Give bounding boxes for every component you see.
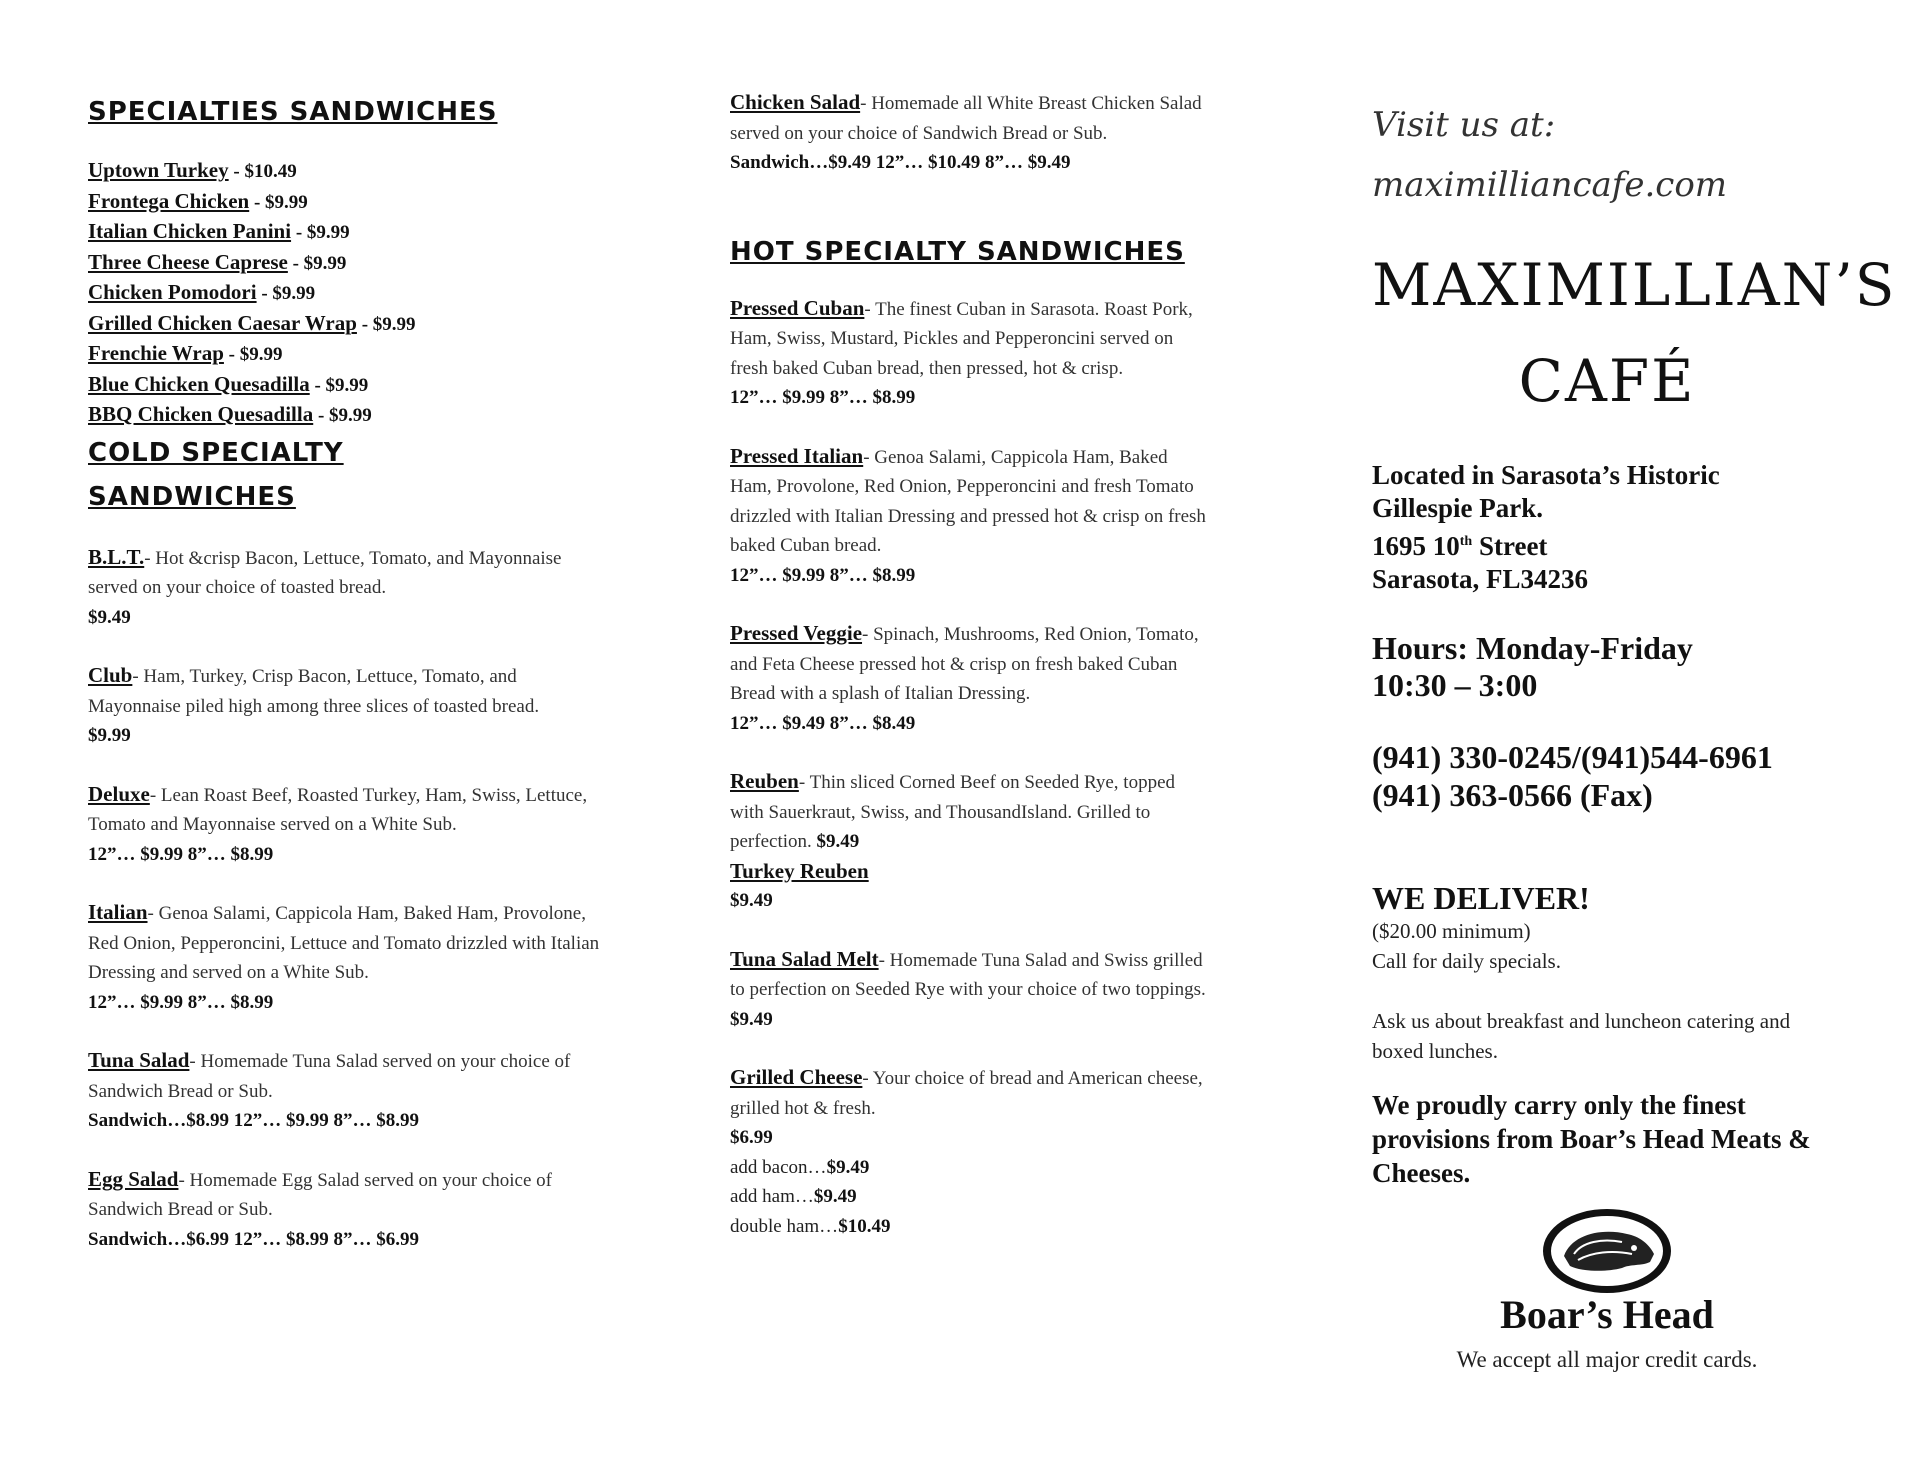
menu-item-deluxe: Deluxe- Lean Roast Beef, Roasted Turkey, Ham, Swiss, Lettuce, Tomato and Mayonnaise served on a White Sub. 12”… $9.99 8”… $8.99 <box>88 781 588 865</box>
menu-item-reuben: Reuben- Thin sliced Corned Beef on Seeded Rye, topped with Sauerkraut, Swiss, and ThousandIsland. Grilled to perfection. $9.49 Turkey Reuben $9.49 <box>730 767 1210 916</box>
list-item: Uptown Turkey - $10.49 <box>88 158 297 182</box>
street-address: 1695 10th Street <box>1372 531 1548 561</box>
list-item: Grilled Chicken Caesar Wrap - $9.99 <box>88 310 416 335</box>
boars-head-logo <box>1372 1206 1842 1341</box>
info-column <box>1372 95 1897 1373</box>
menu-item-tuna-salad: Tuna Salad- Homemade Tuna Salad served on your choice of Sandwich Bread or Sub. Sandwich…$8.99 12”… $9.99 8”… $8.99 <box>88 1048 571 1131</box>
menu-item-chicken-salad: Chicken Salad- Homemade all White Breast Chicken Salad served on your choice of Sandwich Bread or Sub. Sandwich…$9.49 12”… $10.49 8”… $9.49 <box>730 90 1202 173</box>
specialties-heading: SPECIALTIES SANDWICHES <box>88 97 498 127</box>
catering-note: Ask us about breakfast and luncheon catering and boxed lunches. <box>1372 1009 1791 1063</box>
addon-ham: add ham…$9.49 <box>730 1186 857 1207</box>
menu-item-grilled-cheese: Grilled Cheese- Your choice of bread and American cheese, grilled hot & fresh. $6.99 add bacon…$9.49 add ham…$9.49 double ham…$10.49 <box>730 1063 1210 1241</box>
addon-double-ham: double ham…$10.49 <box>730 1215 891 1237</box>
brand-title: MAXIMILLIAN’S CAFÉ <box>1372 251 1897 415</box>
menu-item-pressed-cuban: Pressed Cuban- The finest Cuban in Sarasota. Roast Pork, Ham, Swiss, Mustard, Pickles and Pepperoncini served on fresh baked Cuban bread, then pressed, hot & crisp. 12”… $9.99 8”… $8.99 <box>730 295 1193 408</box>
phone-block <box>1372 738 1842 814</box>
specialties-list <box>88 156 608 431</box>
menu-column-2 <box>730 88 1210 1270</box>
turkey-reuben-name: Turkey Reuben <box>730 858 869 883</box>
addon-bacon: add bacon…$9.49 <box>730 1156 870 1178</box>
list-item: Frontega Chicken - $9.99 <box>88 188 308 213</box>
menu-item-italian: Italian- Genoa Salami, Cappicola Ham, Baked Ham, Provolone, Red Onion, Pepperoncini, Lettuce and Tomato drizzled with Italian Dressing and served on a White Sub. 12”… $9.99 8”… $8.99 <box>88 900 600 1013</box>
list-item: Three Cheese Caprese - $9.99 <box>88 249 347 274</box>
list-item: BBQ Chicken Quesadilla - $9.99 <box>88 402 372 426</box>
list-item: Italian Chicken Panini - $9.99 <box>88 219 350 243</box>
menu-item-egg-salad: Egg Salad- Homemade Egg Salad served on your choice of Sandwich Bread or Sub. Sandwich…$6.99 12”… $8.99 8”… $6.99 <box>88 1166 552 1250</box>
boar-logo-icon <box>1482 1206 1732 1336</box>
boars-head-note: We proudly carry only the finest provisions from Boar’s Head Meats & Cheeses. <box>1372 1090 1811 1188</box>
cold-heading-line1: COLD SPECIALTY <box>88 437 344 468</box>
menu-item-club: Club- Ham, Turkey, Crisp Bacon, Lettuce, Tomato, and Mayonnaise piled high among three slices of toasted bread. $9.99 <box>88 663 540 746</box>
cold-heading-line2: SANDWICHES <box>88 481 296 512</box>
list-item: Blue Chicken Quesadilla - $9.99 <box>88 371 369 396</box>
menu-item-pressed-italian: Pressed Italian- Genoa Salami, Cappicola Ham, Baked Ham, Provolone, Red Onion, Pepperoncini and fresh Tomato drizzled with Italian Dressing and pressed hot & crisp on fresh baked Cuban bread. 12”… $9.99 8”… $8.99 <box>730 443 1206 586</box>
deliver-heading: WE DELIVER! <box>1372 880 1590 916</box>
menu-item-pressed-veggie: Pressed Veggie- Spinach, Mushrooms, Red Onion, Tomato, and Feta Cheese pressed hot & crisp on fresh baked Cuban Bread with a splash of Italian Dressing. 12”… $9.49 8”… $8.49 <box>730 621 1199 734</box>
website-link[interactable]: maximilliancafe.com <box>1372 165 1728 205</box>
menu-item-tuna-melt: Tuna Salad Melt- Homemade Tuna Salad and Swiss grilled to perfection on Seeded Rye with your choice of two toppings. $9.49 <box>730 946 1206 1030</box>
credit-card-note: We accept all major credit cards. <box>1456 1347 1758 1372</box>
visit-line: Visit us at: <box>1372 105 1556 145</box>
menu-column-1 <box>88 90 608 1283</box>
location-block: Located in Sarasota’s Historic Gillespie Park. 1695 10th Street Sarasota, FL34236 <box>1372 459 1842 596</box>
hot-heading: HOT SPECIALTY SANDWICHES <box>730 236 1185 267</box>
logo-text: Boar’s Head <box>1500 1292 1714 1336</box>
hours-block: Hours: Monday-Friday 10:30 – 3:00 <box>1372 630 1693 703</box>
fax-number: (941) 363-0566 (Fax) <box>1372 777 1653 813</box>
phone-numbers: (941) 330-0245/(941)544-6961 <box>1372 739 1773 775</box>
list-item: Frenchie Wrap - $9.99 <box>88 341 283 365</box>
list-item: Chicken Pomodori - $9.99 <box>88 280 316 304</box>
delivery-minimum: ($20.00 minimum) <box>1372 919 1531 943</box>
daily-specials: Call for daily specials. <box>1372 949 1561 973</box>
menu-item-blt: B.L.T.- Hot &crisp Bacon, Lettuce, Tomato, and Mayonnaise served on your choice of toasted bread. $9.49 <box>88 544 562 628</box>
